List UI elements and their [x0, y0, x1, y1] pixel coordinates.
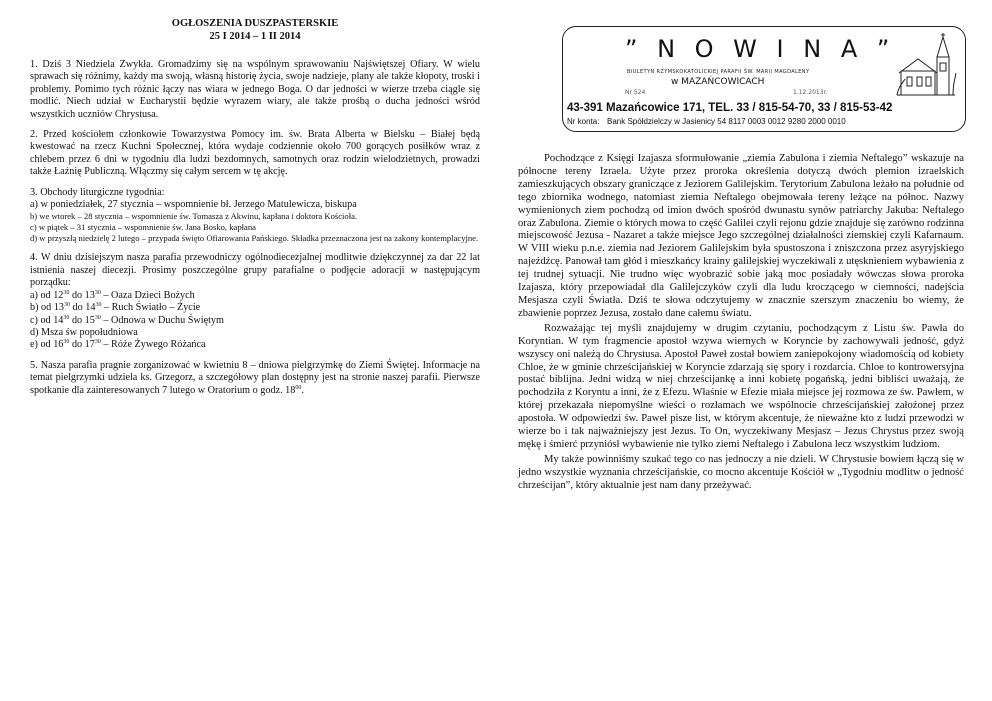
article-body [518, 153, 964, 495]
masthead-account: Bank Spółdzielczy w Jasienicy 54 8117 0003 0012 9280 2000 0010 [607, 117, 846, 126]
announcement-5-sup: 00 [295, 384, 302, 391]
adoration-item-post: – Odnowa w Duchu Świętym [100, 314, 224, 326]
announcement-3-a: a) w poniedziałek, 27 stycznia – wspomnienie bł. Jerzego Matulewicza, biskupa [30, 199, 357, 211]
adoration-item-pre: a) od 12 [30, 289, 64, 301]
adoration-item-mid: do 13 [69, 289, 95, 301]
masthead-date: 1.12.2013r. [793, 89, 828, 96]
adoration-item-mid: do 15 [69, 314, 95, 326]
announcement-1: 1. Dziś 3 Niedziela Zwykła. Gromadzimy się na wspólnym sprawowaniu Najświętszej Ofiary. W wielu sprawach się różnimy, każdy ma swoją, własną historię życia, swoje nadzieje, plany ale także kłopoty, troski i problemy. Pomimo tych różnic łączy nas wiara w jednego Boga. O dar jedności w wierze trzeba ciągle się modlić. Niech udział w Eucharystii będzie wyrazem wiary, ale także prośbą o ducha jedności wśród wszystkich uczniów Chrystusa. [30, 59, 480, 120]
adoration-item-s1: 30 [63, 339, 70, 346]
masthead-box [562, 26, 966, 132]
announcement-3-c: c) w piątek – 31 stycznia – wspomnienie św. Jana Bosko, kapłana [30, 222, 256, 233]
adoration-item-s2: 30 [94, 289, 101, 296]
announcement-4-text: 4. W dniu dzisiejszym nasza parafia przewodniczy ogólnodiecezjalnej modlitwie dziękczynnej za dar 22 lat istnienia naszej diecezji. Prosimy poszczególne grupy parafialne o podjęcie adoracji w następującym porządku: [30, 252, 480, 289]
adoration-item-s1: 30 [63, 302, 70, 309]
adoration-item-s2: 30 [94, 339, 101, 346]
adoration-item [30, 327, 480, 339]
announcement-3-d: d) w przyszłą niedzielę 2 lutego – przypada święto Ofiarowania Pańskiego. Składka przeznaczona jest na zakony kontemplacyjne. [30, 233, 479, 244]
adoration-item-pre: d) Msza św popołudniowa [30, 326, 138, 338]
announcement-5 [30, 360, 480, 397]
adoration-item-pre: c) od 14 [30, 314, 64, 326]
announcements-title [30, 17, 480, 43]
adoration-list [30, 290, 480, 352]
adoration-item [30, 290, 480, 302]
adoration-item-post: – Ruch Światło – Życie [101, 302, 201, 314]
announcements-column [30, 0, 480, 397]
adoration-item-post: – Oaza Dzieci Bożych [100, 289, 195, 301]
adoration-item [30, 339, 480, 351]
adoration-item-s1: 30 [63, 289, 70, 296]
adoration-item-mid: do 17 [69, 339, 95, 351]
announcement-3-b: b) we wtorek – 28 stycznia – wspomnienie św. Tomasza z Akwinu, kapłana i doktora Kościoła. [30, 211, 358, 222]
masthead-title: ” N O W I N A ” [625, 35, 896, 63]
article-paragraph-3: My także powinniśmy szukać tego co nas jednoczy a nie dzieli. W Chrystusie bowiem łączą się w jedno wszystkie wyznania chrześcijańskie, co mocno akcentuje Kościół w „Tygodniu modlitw o jedność chrześcijan”, który aktualnie jest nam dany przeżywać. [518, 453, 964, 491]
announcement-3 [30, 187, 480, 245]
masthead-place: w MAZAŃCOWICACH [671, 77, 765, 87]
adoration-item-s2: 30 [94, 314, 101, 321]
masthead-subtitle: BIULETYN RZYMSKOKATOLICKIEJ PARAFII ŚW. MARII MAGDALENY [627, 69, 810, 75]
article-paragraph-2: Rozważając tej myśli znajdujemy w drugim czytaniu, pochodzącym z Listu św. Pawła do Koryntian. W tym fragmencie apostoł wzywa wiernych w Koryncie by zachowywali jedność, gdyż wszyscy oni należą do Chrystusa. Apostoł Paweł został bowiem zaniepokojony wiadomością od kobiety Chloe, że w gminie chrześcijańskiej w Koryncie zdarzają się spory i rozdarcia. Chloe to kontrowersyjna postać biblijna. Jedni widzą w niej chrześcijankę a inni kobietę pogańską, jedni bibliści uważają, że pochodziła z Koryntu a inni, że z Efezu. Właśnie w Efezie miała miejsce jej rozmowa ze św. Pawłem, w której przekazała niepomyślne wieści o rozłamach we wspólnocie chrześcijańskiej założonej przez apostoła. W odpowiedzi św. Paweł pisze list, w którym akcentuje, że nieważne kto z ludzi przewodzi w wierze bo i tak najważniejszy jest Jezus. To On, wyczekiwany Mesjasz – Jezus Chrystus przez swoją mękę i śmierć przyniósł wybawienie nie tylko ziemi Neftalego i Zabulona lecz wszystkim ludziom. [518, 322, 964, 450]
adoration-item [30, 315, 480, 327]
adoration-item-s2: 30 [95, 302, 102, 309]
adoration-item-pre: b) od 13 [30, 302, 64, 314]
adoration-item-s1: 30 [63, 314, 70, 321]
announcement-5-end: . [301, 384, 304, 396]
announcement-4 [30, 252, 480, 351]
announcement-5-text: 5. Nasza parafia pragnie zorganizować w kwietniu 8 – dniowa pielgrzymkę do Ziemi Świętej. Informacje na temat pielgrzymki udziela ks. Grzegorz, a szczegółowy plan dostępny jest na stronie naszej parafii. Pierwsze spotkanie dla zainteresowanych 7 lutego w Oratorium o godz. 18 [30, 359, 480, 396]
title-line-2: 25 I 2014 – 1 II 2014 [209, 31, 301, 42]
article-paragraph-1: Pochodzące z Księgi Izajasza sformułowanie „ziemia Zabulona i ziemia Neftalego” wskazuje na północne tereny Izraela. Użyte przez proroka określenia dotyczą dwóch plemion izraelskich zamieszkujących obszary graniczące z Jeziorem Galilejskim. Terytorium Zabulona leżało na południe od tego zbiornika wodnego, natomiast ziemia Neftalego obejmowała tereny leżące na północ. Nazwy wymienionych ziem pochodzą od imion dwóch spośród dwunastu synów patriarchy Jakuba: Neftalego oraz Zabulona. Ziemie o których mowa to część Galilei czyli rejonu gdzie znajduje się zarówno rodzinna miejscowość Jezusa - Nazaret a także miejsce Jego szczególnej działalności ziemskiej czyli Kafarnaum. W VIII wieku p.n.e. ziemia nad Jeziorem Galilejskim była spustoszona i zniszczona przez asyryjskiego najeźdźcę. Panował tam głód i mieszkańcy krainy galilejskiej wyczekiwali z utęsknieniem wybawienia z tej trudnej sytuacji. Nie trudno więc wyobrazić sobie jaką moc posiadały wówczas słowa proroka Izajasza, który przepowiadał dla Galilejczyków czyli dla ludu kroczącego w ciemności, nadejścia Mesjasza czyli Światła. Dziś te słowa odczytujemy w znacznie szerszym znaczeniu bo wiemy, że zbawienie poprzez Jezusa, zostało dane całemu światu. [518, 153, 964, 319]
title-line-1: OGŁOSZENIA DUSZPASTERSKIE [171, 18, 339, 29]
masthead-account-label: Nr konta: [567, 117, 600, 126]
announcement-2: 2. Przed kościołem członkowie Towarzystwa Pomocy im. św. Brata Alberta w Bielsku – Białej będą kwestować na rzecz Kuchni Społecznej, która wydaje codziennie około 700 gorących posiłków wraz z chlebem przez 6 dni w tygodniu dla ludzi bezdomnych, samotnych oraz rodzin wielodzietnych, prowadzi także Łaźnię Publiczną. Włączmy się całym sercem w tę akcję. [30, 129, 480, 178]
adoration-item-post: – Róże Żywego Różańca [100, 339, 206, 351]
church-icon [895, 33, 957, 97]
masthead-address: 43-391 Mazańcowice 171, TEL. 33 / 815-54-70, 33 / 815-53-42 [567, 102, 893, 114]
masthead-number: Nr 524 [625, 89, 646, 96]
adoration-item [30, 302, 480, 314]
announcement-3-head: 3. Obchody liturgiczne tygodnia: [30, 186, 165, 198]
adoration-item-pre: e) od 16 [30, 339, 64, 351]
adoration-item-mid: do 14 [69, 302, 96, 314]
